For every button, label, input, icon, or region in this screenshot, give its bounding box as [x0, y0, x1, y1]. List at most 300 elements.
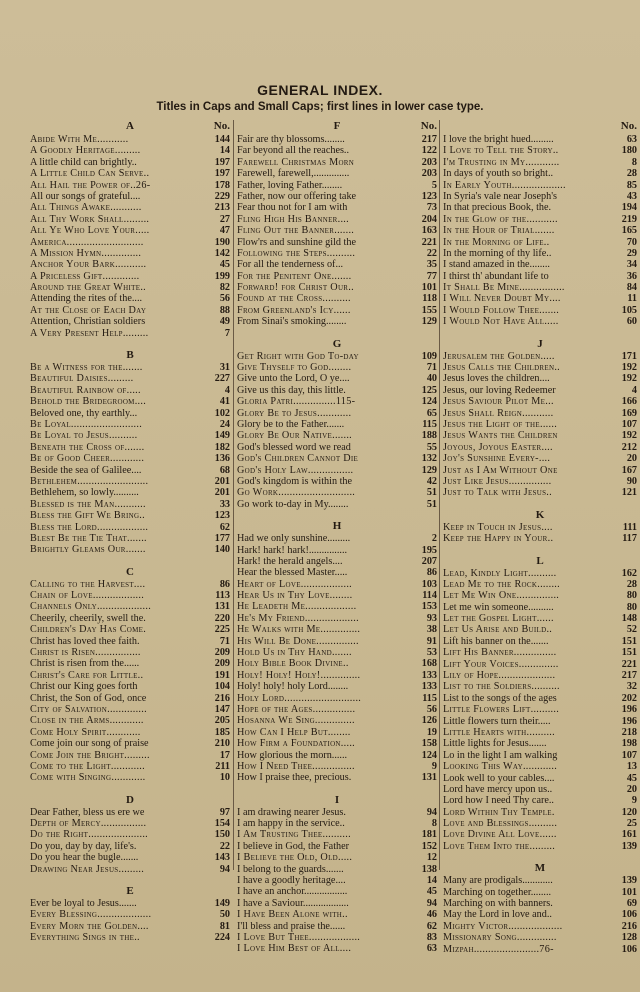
- entry-title: Holy Lord...........................: [237, 692, 362, 704]
- index-entry: [237, 601, 437, 612]
- hymn-number: 216: [214, 692, 230, 704]
- entry-title: Cheerily, cheerily, swell the.: [30, 612, 146, 624]
- index-entry: [443, 898, 637, 909]
- index-entry: [237, 670, 437, 681]
- entry-title: Hark! the herald angels....: [237, 555, 343, 567]
- hymn-number: 2: [431, 533, 437, 545]
- index-entry: [443, 168, 637, 179]
- hymn-number: 45: [219, 259, 230, 271]
- index-entry: [237, 852, 437, 863]
- entry-title: I thirst th' abundant life to: [443, 270, 549, 282]
- index-entry: [443, 909, 637, 920]
- index-entry: [443, 659, 637, 670]
- entry-title: In the morning of thy life..: [443, 247, 552, 259]
- section-letter: B: [126, 349, 134, 362]
- hymn-number: 201: [214, 475, 230, 487]
- index-entry: [237, 875, 437, 886]
- hymn-number: 149: [214, 898, 230, 910]
- hymn-number: 216: [621, 920, 637, 932]
- entry-title: Jerusalem the Golden.....: [443, 350, 555, 362]
- index-entry: [30, 522, 230, 533]
- entry-title: Jesus Calls the Children..: [443, 362, 561, 374]
- hymn-number: 13: [626, 761, 637, 773]
- hymn-number: 217: [621, 670, 637, 682]
- index-entry: [30, 647, 230, 658]
- entry-title: Farewell, farewell,..............: [237, 168, 350, 180]
- hymn-number: 212: [621, 441, 637, 453]
- index-entry: [443, 704, 637, 715]
- hymn-number: 77: [426, 270, 437, 282]
- entry-title: Blessed is the Man...........: [30, 498, 146, 510]
- entry-title: Beautiful Rainbow of.....: [30, 384, 141, 396]
- entry-title: Channels Only...................: [30, 601, 152, 613]
- entry-title: Christ our King goes forth: [30, 681, 138, 693]
- entry-title: Let me win someone..........: [443, 601, 554, 613]
- hymn-number: 20: [626, 783, 637, 795]
- hymn-number: 86: [426, 567, 437, 579]
- index-entry: [30, 191, 230, 202]
- index-entry: [443, 841, 637, 852]
- entry-title: Father, now our offering take: [237, 190, 357, 202]
- hymn-number: 33: [219, 498, 230, 510]
- entry-title: Look well to your cables....: [443, 772, 555, 784]
- entry-title: Come Join the Bright.........: [30, 749, 150, 761]
- hymn-number: 129: [421, 464, 437, 476]
- hymn-number: 210: [214, 738, 230, 750]
- hymn-number: 42: [426, 475, 437, 487]
- index-entry: [30, 818, 230, 829]
- entry-title: Keep in Touch in Jesus....: [443, 521, 553, 533]
- entry-title: Fling Out the Banner.......: [237, 225, 355, 237]
- entry-title: Love Them Into the.........: [443, 840, 556, 852]
- index-entry: [30, 909, 230, 920]
- entry-title: Hosanna We Sing..............: [237, 715, 355, 727]
- hymn-number: 38: [426, 624, 437, 636]
- entry-title: Be a Witness for the.......: [30, 362, 143, 374]
- index-entry: [443, 636, 637, 647]
- hymn-number: 150: [214, 829, 230, 841]
- index-entry: [443, 487, 637, 498]
- hymn-number: 114: [422, 590, 437, 602]
- hymn-number: 83: [426, 932, 437, 943]
- hymn-number: 14: [219, 145, 230, 157]
- hymn-number: 125: [421, 384, 437, 396]
- hymn-number: 138: [421, 863, 437, 875]
- entry-title: Christ's Care for Little..: [30, 669, 144, 681]
- section-letter: G: [332, 337, 342, 350]
- hymn-number: 152: [421, 840, 437, 852]
- entry-title: City of Salvation..............: [30, 703, 147, 715]
- entry-title: All our songs of grateful....: [30, 190, 141, 202]
- hymn-number: 4: [224, 384, 230, 396]
- hymn-number: 56: [426, 703, 437, 715]
- number-column-label: No.: [213, 120, 230, 132]
- entry-title: I stand amazed in the........: [443, 259, 550, 271]
- index-entry: [237, 704, 437, 715]
- hymn-number: 47: [219, 225, 230, 237]
- hymn-number: 8: [431, 818, 437, 830]
- entry-title: God's kingdom is within the: [237, 475, 353, 487]
- entry-title: Do you hear the bugle.......: [30, 852, 139, 864]
- hymn-number: 144: [214, 134, 230, 145]
- section-letter: E: [126, 885, 134, 898]
- hymn-number: 198: [621, 738, 637, 750]
- hymn-number: 73: [426, 202, 437, 214]
- section-letter: D: [126, 793, 134, 806]
- entry-title: Jesus, our loving Redeemer: [443, 384, 556, 396]
- index-entry: [237, 658, 437, 669]
- entry-title: God's Children Cannot Die: [237, 453, 359, 465]
- index-entry: [443, 533, 637, 544]
- entry-title: Drawing Near Jesus.........: [30, 863, 145, 875]
- hymn-number: 204: [421, 213, 437, 225]
- section-letter: H: [332, 520, 342, 533]
- hymn-number: 117: [622, 533, 637, 545]
- entry-title: In Syria's vale near Joseph's: [443, 190, 558, 202]
- entry-title: Jesus Saviour Pilot Me...: [443, 396, 554, 408]
- index-entry: [237, 316, 437, 327]
- index-entry: [237, 305, 437, 316]
- index-entry: [30, 259, 230, 270]
- entry-title: How Firm a Foundation.....: [237, 738, 356, 750]
- hymn-number: 115: [422, 692, 437, 704]
- hymn-number: 105: [621, 304, 637, 316]
- entry-title: In the Morning of Life..: [443, 236, 550, 248]
- entry-title: I'll bless and praise the......: [237, 920, 346, 932]
- entry-title: I Would Not Have All.....: [443, 316, 559, 328]
- entry-title: Attending the rites of the....: [30, 293, 143, 305]
- index-entry: [30, 704, 230, 715]
- index-entry: [443, 932, 637, 943]
- entry-title: Christ is Risen................: [30, 647, 141, 659]
- entry-title: God's blessed word we read: [237, 441, 351, 453]
- index-entry: [443, 647, 637, 658]
- entry-title: Every Blessing...................: [30, 909, 152, 921]
- entry-title: Children's Day Has Come.: [30, 624, 147, 636]
- hymn-number: 14: [426, 875, 437, 887]
- entry-title: A Very Present Help.........: [30, 327, 149, 339]
- hymn-number: 86: [219, 578, 230, 590]
- hymn-number: 80: [626, 601, 637, 613]
- index-entry: [237, 271, 437, 282]
- hymn-number: 29: [626, 247, 637, 259]
- hymn-number: 69: [626, 898, 637, 910]
- entry-title: Be Loyal to Jesus..........: [30, 430, 138, 442]
- entry-title: I Believe the Old, Old.....: [237, 852, 353, 864]
- index-entry: [443, 829, 637, 840]
- entry-title: In the Glow of the...........: [443, 213, 558, 225]
- index-entry: [443, 157, 637, 168]
- index-entry: [237, 259, 437, 270]
- hymn-number: 122: [421, 145, 437, 157]
- index-entry: [30, 476, 230, 487]
- entry-title: Fling High His Banner....: [237, 213, 349, 225]
- hymn-number: 5: [431, 179, 437, 191]
- hymn-number: 211: [215, 760, 230, 772]
- index-entry: [237, 715, 437, 726]
- index-entry: [443, 875, 637, 886]
- hymn-number: 31: [219, 362, 230, 374]
- index-entry: [443, 259, 637, 270]
- hymn-number: 149: [214, 430, 230, 442]
- index-entry: [30, 624, 230, 635]
- hymn-number: 203: [421, 156, 437, 168]
- entry-title: Beautiful Daisies.........: [30, 373, 134, 385]
- entry-title: I Love to Tell the Story..: [443, 145, 559, 157]
- index-entry: [443, 191, 637, 202]
- index-entry: [237, 761, 437, 772]
- index-entry: [443, 727, 637, 738]
- entry-title: Jesus the Light of the......: [443, 418, 558, 430]
- index-entry: [443, 602, 637, 613]
- hymn-number: 46: [426, 909, 437, 921]
- entry-title: How Can I Help But........: [237, 726, 351, 738]
- hymn-number: 195: [421, 544, 437, 556]
- index-entry: [30, 807, 230, 818]
- hymn-number: 43: [626, 190, 637, 202]
- hymn-number: 9: [431, 760, 437, 772]
- entry-title: In that precious Book, the.: [443, 202, 552, 214]
- entry-title: I Would Follow Thee.......: [443, 304, 560, 316]
- entry-title: Fear thou not for I am with: [237, 202, 348, 214]
- entry-title: How I Need Thee...............: [237, 760, 355, 772]
- entry-title: Hold Us in Thy Hand.......: [237, 647, 352, 659]
- entry-title: All Ye Who Love Your.....: [30, 225, 150, 237]
- hymn-number: 84: [626, 282, 637, 294]
- hymn-number: 133: [421, 681, 437, 693]
- index-entry: [443, 282, 637, 293]
- entry-title: A little child can brightly..: [30, 156, 137, 168]
- index-entry: [30, 134, 230, 145]
- entry-title: May the Lord in love and..: [443, 909, 552, 921]
- section-heading: [237, 120, 437, 134]
- hymn-number: 166: [621, 396, 637, 408]
- hymn-number: 167: [621, 464, 637, 476]
- hymn-number: 93: [426, 612, 437, 624]
- index-entry: [443, 522, 637, 533]
- index-entry: [30, 316, 230, 327]
- hymn-number: 51: [426, 487, 437, 499]
- index-entry: [237, 613, 437, 624]
- hymn-number: 225: [214, 624, 230, 636]
- index-entry: [443, 237, 637, 248]
- index-entry: [237, 932, 437, 943]
- index-entry: [237, 214, 437, 225]
- hymn-number: 123: [214, 510, 230, 522]
- index-entry: [237, 293, 437, 304]
- index-entry: [237, 385, 437, 396]
- hymn-number: 158: [421, 738, 437, 750]
- index-entry: [30, 282, 230, 293]
- index-entry: [30, 852, 230, 863]
- index-entry: [30, 373, 230, 384]
- page-title: GENERAL INDEX.: [257, 82, 383, 98]
- entry-title: For the Penitent One.......: [237, 270, 352, 282]
- entry-title: I have a goodly heritage....: [237, 875, 346, 887]
- entry-title: Looking This Way............: [443, 761, 558, 773]
- entry-title: Marching on with banners.: [443, 898, 553, 910]
- hymn-number: 221: [621, 658, 637, 670]
- hymn-number: 163: [421, 225, 437, 237]
- entry-title: Just as I Am Without One: [443, 464, 558, 476]
- index-entry: [30, 898, 230, 909]
- index-entry: [237, 921, 437, 932]
- index-entry: [443, 316, 637, 327]
- index-entry: [30, 271, 230, 282]
- index-entry: [443, 271, 637, 282]
- entry-title: How glorious the morn......: [237, 749, 348, 761]
- entry-title: Lily of Hope....................: [443, 670, 556, 682]
- hymn-number: 4: [631, 384, 637, 396]
- hymn-number: 62: [219, 521, 230, 533]
- entry-title: Around the Great White..: [30, 282, 147, 294]
- hymn-number: 81: [219, 920, 230, 932]
- entry-title: Calling to the Harvest....: [30, 578, 146, 590]
- entry-title: All Hail the Power of..26-: [30, 179, 151, 191]
- entry-title: Christ is risen from the......: [30, 658, 140, 670]
- hymn-number: 178: [214, 179, 230, 191]
- entry-title: Many are prodigals............: [443, 875, 553, 887]
- hymn-number: 41: [219, 396, 230, 408]
- entry-title: Be of Good Cheer............: [30, 453, 145, 465]
- entry-title: Gloria Patri...............115-: [237, 396, 356, 408]
- hymn-number: 162: [621, 567, 637, 579]
- hymn-number: 217: [421, 134, 437, 145]
- index-entry: [443, 693, 637, 704]
- entry-title: Come to the Light............: [30, 760, 146, 772]
- index-entry: [30, 613, 230, 624]
- index-entry: [237, 590, 437, 601]
- index-entry: [443, 225, 637, 236]
- index-entry: [30, 932, 230, 943]
- index-entry: [237, 145, 437, 156]
- hymn-number: 106: [621, 943, 637, 955]
- section-letter: L: [536, 554, 544, 567]
- index-entry: [30, 305, 230, 316]
- index-entry: [237, 248, 437, 259]
- entry-title: Lift Your Voices..............: [443, 658, 559, 670]
- hymn-number: 142: [214, 247, 230, 259]
- hymn-number: 35: [426, 259, 437, 271]
- hymn-number: 124: [421, 749, 437, 761]
- hymn-number: 28: [626, 578, 637, 590]
- entry-title: Ever be loyal to Jesus.......: [30, 898, 137, 910]
- entry-title: Following the Steps..........: [237, 247, 356, 259]
- entry-title: In Early Youth...................: [443, 179, 566, 191]
- hymn-number: 188: [421, 430, 437, 442]
- entry-title: Be Loyal.........................: [30, 418, 143, 430]
- hymn-number: 49: [219, 316, 230, 328]
- hymn-number: 213: [214, 202, 230, 214]
- hymn-number: 171: [621, 350, 637, 362]
- index-entry: [237, 886, 437, 897]
- entry-title: At the Close of Each Day: [30, 304, 147, 316]
- hymn-number: 177: [214, 532, 230, 544]
- hymn-number: 140: [214, 544, 230, 556]
- entry-title: Christ, the Son of God, once: [30, 692, 147, 704]
- hymn-number: 220: [214, 612, 230, 624]
- entry-title: Jesus Shall Reign...........: [443, 407, 554, 419]
- index-entry: [237, 476, 437, 487]
- index-entry: [30, 636, 230, 647]
- hymn-number: 70: [626, 236, 637, 248]
- hymn-number: 153: [421, 601, 437, 613]
- entry-title: Come Holy Spirit............: [30, 726, 141, 738]
- hymn-number: 24: [219, 418, 230, 430]
- entry-title: Far beyond all the reaches..: [237, 145, 350, 157]
- section-letter: F: [333, 120, 341, 132]
- hymn-number: 71: [219, 635, 230, 647]
- index-entry: [30, 362, 230, 373]
- hymn-number: 132: [421, 453, 437, 465]
- index-entry: [237, 567, 437, 578]
- hymn-number: 53: [426, 647, 437, 659]
- entry-title: Lift His Banner...............: [443, 647, 557, 659]
- entry-title: Lord how I need Thy care..: [443, 795, 554, 807]
- entry-title: Attention, Christian soldiers: [30, 316, 146, 328]
- hymn-number: 17: [219, 749, 230, 761]
- hymn-number: 180: [621, 145, 637, 157]
- hymn-number: 68: [219, 464, 230, 476]
- hymn-number: 9: [631, 795, 637, 807]
- index-entry: [237, 772, 437, 783]
- index-entry: [237, 191, 437, 202]
- index-entry: [237, 624, 437, 635]
- entry-title: I love the bright hued.........: [443, 134, 554, 145]
- entry-title: Found at the Cross..........: [237, 293, 351, 305]
- index-entry: [30, 157, 230, 168]
- hymn-number: 151: [621, 647, 637, 659]
- entry-title: A Little Child Can Serve..: [30, 168, 150, 180]
- section-letter: M: [534, 862, 546, 875]
- index-entry: [443, 134, 637, 145]
- index-entry: [443, 795, 637, 806]
- index-entry: [237, 282, 437, 293]
- entry-title: I Love Him Best of All....: [237, 943, 352, 955]
- entry-title: All Things Awake...........: [30, 202, 142, 214]
- index-entry: [30, 145, 230, 156]
- entry-title: Christ has loved thee faith.: [30, 635, 140, 647]
- index-entry: [237, 647, 437, 658]
- index-entry: [30, 442, 230, 453]
- hymn-number: 107: [621, 749, 637, 761]
- index-entry: [237, 727, 437, 738]
- index-entry: [237, 157, 437, 168]
- entry-title: It Shall Be Mine................: [443, 282, 565, 294]
- entry-title: Depth of Mercy................: [30, 818, 147, 830]
- hymn-number: 104: [214, 681, 230, 693]
- hymn-number: 52: [626, 624, 637, 636]
- hymn-number: 197: [214, 156, 230, 168]
- hymn-number: 139: [621, 875, 637, 887]
- entry-title: Do you, day by day, life's.: [30, 840, 137, 852]
- entry-title: Bethlehem.........................: [30, 475, 149, 487]
- index-entry: [443, 214, 637, 225]
- index-entry: [237, 841, 437, 852]
- index-entry: [30, 328, 230, 339]
- hymn-number: 65: [426, 407, 437, 419]
- index-entry: [237, 693, 437, 704]
- entry-title: Abide With Me...........: [30, 134, 129, 145]
- hymn-number: 192: [621, 430, 637, 442]
- entry-title: Let Us Arise and Build..: [443, 624, 553, 636]
- entry-title: Missionary Song..............: [443, 932, 557, 944]
- entry-title: Come with Singing............: [30, 772, 146, 784]
- page-subtitle: Titles in Caps and Small Caps; first lines in lower case type.: [156, 101, 484, 113]
- index-entry: [237, 681, 437, 692]
- entry-title: List to the Soldiers..........: [443, 681, 560, 693]
- entry-title: I Have Been Alone with..: [237, 909, 348, 921]
